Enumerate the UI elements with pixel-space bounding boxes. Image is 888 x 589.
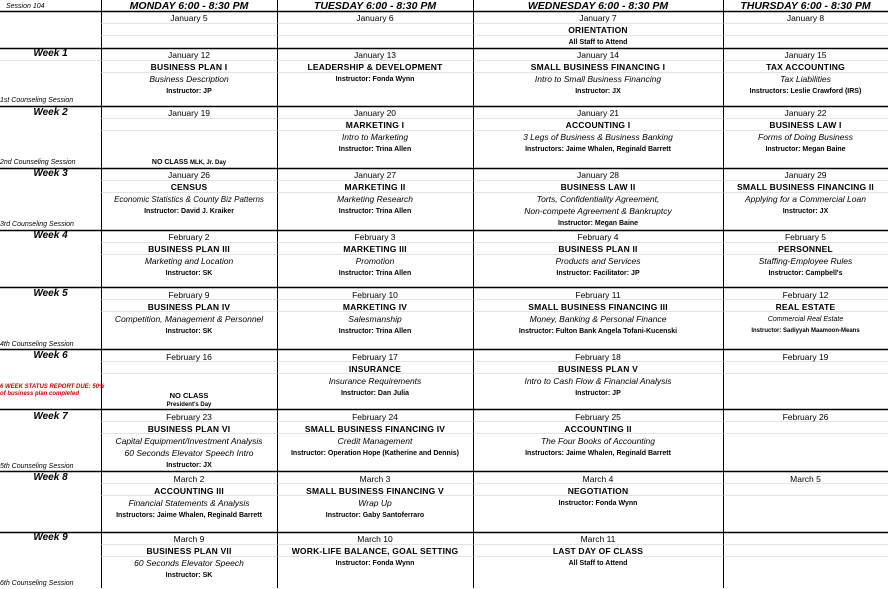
class-topic: 60 Seconds Elevator Speech Intro bbox=[124, 448, 254, 458]
class-topic: Marketing Research bbox=[336, 194, 414, 204]
week-label: Week 6 bbox=[33, 350, 68, 361]
instructor-text: Instructor: Gaby Santoferraro bbox=[325, 512, 425, 519]
header-tuesday: TUESDAY 6:00 - 8:30 PM bbox=[313, 0, 437, 12]
instructor-text: Instructor: Facilitator: JP bbox=[556, 270, 640, 277]
class-title: SMALL BUSINESS FINANCING V bbox=[306, 486, 444, 496]
class-title: BUSINESS PLAN I bbox=[150, 62, 228, 72]
instructor-text: Instructor: Trina Allen bbox=[338, 270, 412, 277]
date-cell: February 25 bbox=[575, 412, 621, 422]
class-topic: Commercial Real Estate bbox=[767, 316, 844, 323]
instructor-text: Instructor: JX bbox=[575, 88, 621, 95]
week-label: Week 2 bbox=[33, 107, 68, 118]
class-topic: Non-compete Agreement & Bankruptcy bbox=[524, 206, 672, 216]
no-class-text: NO CLASS bbox=[169, 391, 209, 400]
class-topic: Staffing-Employee Rules bbox=[758, 256, 853, 266]
class-topic: Intro to Cash Flow & Financial Analysis bbox=[524, 376, 672, 386]
instructor-text: Instructor: Trina Allen bbox=[338, 328, 412, 335]
instructor-text: All Staff to Attend bbox=[568, 39, 628, 46]
date-cell: January 28 bbox=[576, 170, 620, 180]
class-title: TAX ACCOUNTING bbox=[766, 62, 845, 72]
date-cell: February 19 bbox=[782, 352, 829, 362]
class-title: BUSINESS PLAN VII bbox=[146, 546, 232, 556]
date-cell: March 4 bbox=[582, 474, 614, 484]
date-cell: January 14 bbox=[576, 50, 620, 60]
date-cell: February 11 bbox=[575, 290, 621, 300]
class-title: ORIENTATION bbox=[568, 25, 628, 35]
date-cell: February 9 bbox=[168, 290, 210, 300]
date-cell: January 7 bbox=[579, 13, 617, 23]
instructor-text: Instructor: David J. Kraiker bbox=[144, 208, 234, 215]
class-title: ACCOUNTING II bbox=[564, 424, 632, 434]
holiday-note: President's Day bbox=[166, 402, 212, 408]
class-topic: Applying for a Commercial Loan bbox=[745, 194, 866, 204]
class-topic: Money, Banking & Personal Finance bbox=[529, 314, 667, 324]
class-topic: Economic Statistics & County Biz Patterns bbox=[114, 195, 264, 204]
instructor-text: Instructor: JP bbox=[575, 390, 621, 397]
class-topic: Capital Equipment/Investment Analysis bbox=[115, 436, 263, 446]
class-topic: Business Description bbox=[149, 74, 229, 84]
class-title: CENSUS bbox=[170, 182, 208, 192]
date-cell: January 29 bbox=[784, 170, 827, 180]
instructor-text: Instructor: Megan Baine bbox=[557, 220, 639, 227]
class-topic: 3 Legs of Business & Business Banking bbox=[523, 132, 673, 142]
header-monday: MONDAY 6:00 - 8:30 PM bbox=[129, 0, 249, 12]
counseling-session: 5th Counseling Session bbox=[0, 463, 74, 470]
no-class-text: NO CLASS bbox=[151, 159, 189, 166]
instructor-text: Instructors: Jaime Whalen, Reginald Barrett bbox=[525, 450, 671, 457]
instructor-text: Instructors: Jaime Whalen, Reginald Barrett bbox=[116, 512, 262, 519]
header-thursday: THURSDAY 6:00 - 8:30 PM bbox=[740, 0, 871, 12]
class-title: MARKETING IV bbox=[342, 302, 408, 312]
date-cell: March 5 bbox=[790, 474, 821, 484]
class-title: MARKETING I bbox=[345, 120, 405, 130]
date-cell: January 13 bbox=[353, 50, 397, 60]
class-topic: Marketing and Location bbox=[144, 256, 234, 266]
class-title: LAST DAY OF CLASS bbox=[552, 546, 644, 556]
instructor-text: Instructors: Leslie Crawford (IRS) bbox=[749, 88, 862, 95]
date-cell: February 10 bbox=[352, 290, 398, 300]
date-cell: January 8 bbox=[786, 13, 825, 23]
class-title: ACCOUNTING I bbox=[565, 120, 631, 130]
instructor-text: Instructor: Fonda Wynn bbox=[558, 500, 638, 507]
class-topic: Financial Statements & Analysis bbox=[128, 498, 250, 508]
class-topic: The Four Books of Accounting bbox=[540, 436, 656, 446]
class-title: BUSINESS PLAN II bbox=[558, 244, 638, 254]
date-cell: January 19 bbox=[167, 108, 211, 118]
instructor-text: Instructor: Megan Baine bbox=[765, 146, 846, 153]
instructor-text: All Staff to Attend bbox=[568, 560, 628, 567]
class-title: SMALL BUSINESS FINANCING IV bbox=[304, 424, 446, 434]
no-class-notice bbox=[101, 157, 277, 169]
session-label: Session 104 bbox=[6, 3, 45, 10]
date-cell: March 9 bbox=[173, 534, 205, 544]
date-cell: January 27 bbox=[353, 170, 397, 180]
date-cell: February 2 bbox=[168, 232, 210, 242]
date-cell: February 12 bbox=[782, 290, 829, 300]
week-label: Week 8 bbox=[33, 472, 68, 483]
date-cell: January 22 bbox=[784, 108, 827, 118]
instructor-text: Instructor: Trina Allen bbox=[338, 146, 412, 153]
class-title: ACCOUNTING III bbox=[154, 486, 224, 496]
class-title: BUSINESS LAW I bbox=[769, 120, 842, 130]
header-wednesday: WEDNESDAY 6:00 - 8:30 PM bbox=[527, 0, 669, 12]
class-topic: Competition, Management & Personnel bbox=[114, 314, 264, 324]
counseling-session: 1st Counseling Session bbox=[0, 97, 74, 104]
week-label: Week 4 bbox=[33, 230, 68, 241]
counseling-session: 6th Counseling Session bbox=[0, 580, 74, 587]
counseling-session: 3rd Counseling Session bbox=[0, 221, 74, 228]
instructor-text: Instructor: SK bbox=[165, 572, 213, 579]
instructor-text: Instructor: SK bbox=[165, 270, 213, 277]
date-cell: February 23 bbox=[166, 412, 212, 422]
date-cell: January 12 bbox=[167, 50, 211, 60]
class-topic: Insurance Requirements bbox=[328, 376, 422, 386]
instructor-text: Instructor: Fonda Wynn bbox=[335, 76, 415, 83]
week-label: Week 5 bbox=[33, 288, 68, 299]
date-cell: March 11 bbox=[580, 534, 616, 544]
class-topic: Salesmanship bbox=[348, 314, 402, 324]
date-cell: February 5 bbox=[784, 232, 827, 242]
date-cell: January 20 bbox=[353, 108, 397, 118]
date-cell: February 24 bbox=[352, 412, 398, 422]
instructor-text: Instructor: Fulton Bank Angela Tofani-Kucenski bbox=[518, 328, 678, 335]
date-cell: March 10 bbox=[357, 534, 393, 544]
class-topic: Torts, Confidentiality Agreement, bbox=[536, 194, 660, 204]
date-cell: January 21 bbox=[576, 108, 620, 118]
instructor-text: Instructor: JX bbox=[166, 462, 212, 469]
class-title: BUSINESS PLAN V bbox=[558, 364, 638, 374]
class-title: MARKETING III bbox=[343, 244, 407, 254]
class-title: PERSONNEL bbox=[778, 244, 833, 254]
class-title: BUSINESS PLAN VI bbox=[147, 424, 231, 434]
class-topic: Intro to Small Business Financing bbox=[534, 74, 662, 84]
class-title: NEGOTIATION bbox=[567, 486, 629, 496]
date-cell: February 18 bbox=[575, 352, 621, 362]
instructor-text: Instructor: JP bbox=[166, 88, 212, 95]
counseling-session: 2nd Counseling Session bbox=[0, 159, 76, 166]
class-title: BUSINESS LAW II bbox=[560, 182, 636, 192]
class-topic: Wrap Up bbox=[358, 498, 392, 508]
class-title: INSURANCE bbox=[348, 364, 402, 374]
date-cell: January 6 bbox=[356, 13, 394, 23]
instructor-text: Instructor: Dan Julia bbox=[340, 390, 410, 397]
date-cell: February 16 bbox=[166, 352, 212, 362]
class-title: WORK-LIFE BALANCE, GOAL SETTING bbox=[291, 546, 459, 556]
class-title: BUSINESS PLAN III bbox=[148, 244, 230, 254]
instructor-text: Instructor: SK bbox=[165, 328, 213, 335]
instructor-text: Instructor: Fonda Wynn bbox=[335, 560, 415, 567]
date-cell: January 5 bbox=[170, 13, 208, 23]
date-cell: March 2 bbox=[173, 474, 205, 484]
class-topic: Intro to Marketing bbox=[341, 132, 409, 142]
week-label: Week 3 bbox=[33, 168, 68, 179]
date-cell: January 15 bbox=[784, 50, 827, 60]
class-title: SMALL BUSINESS FINANCING III bbox=[528, 302, 668, 312]
class-title: REAL ESTATE bbox=[775, 302, 836, 312]
instructor-text: Instructor: Operation Hope (Katherine and Dennis) bbox=[290, 450, 459, 457]
date-cell: February 17 bbox=[352, 352, 398, 362]
week-label: Week 1 bbox=[33, 48, 68, 59]
class-title: BUSINESS PLAN IV bbox=[147, 302, 231, 312]
class-title: SMALL BUSINESS FINANCING I bbox=[530, 62, 666, 72]
date-cell: February 4 bbox=[577, 232, 619, 242]
class-topic: Credit Management bbox=[337, 436, 413, 446]
class-title: SMALL BUSINESS FINANCING II bbox=[736, 182, 874, 192]
counseling-session: 4th Counseling Session bbox=[0, 341, 74, 348]
instructor-text: Instructor: Trina Allen bbox=[338, 208, 412, 215]
date-cell: February 3 bbox=[354, 232, 396, 242]
date-cell: January 26 bbox=[167, 170, 211, 180]
date-cell: March 3 bbox=[359, 474, 391, 484]
holiday-note: MLK, Jr. Day bbox=[190, 160, 227, 166]
week-label: Week 9 bbox=[33, 532, 68, 543]
instructor-text: Instructor: Campbell's bbox=[768, 270, 843, 277]
instructor-text: Instructors: Jaime Whalen, Reginald Barrett bbox=[525, 146, 671, 153]
class-topic: Tax Liabilities bbox=[780, 74, 831, 84]
class-topic: Forms of Doing Business bbox=[758, 132, 853, 142]
class-title: LEADERSHIP & DEVELOPMENT bbox=[307, 62, 443, 72]
instructor-text: Instructor: JX bbox=[782, 208, 829, 215]
class-topic: Promotion bbox=[355, 256, 395, 266]
status-report-note: 6 WEEK STATUS REPORT DUE: 50% of business plan completed bbox=[0, 384, 105, 397]
week-label: Week 7 bbox=[33, 411, 68, 422]
class-topic: 60 Seconds Elevator Speech bbox=[134, 558, 244, 568]
class-title: MARKETING II bbox=[344, 182, 406, 192]
class-topic: Products and Services bbox=[555, 256, 641, 266]
instructor-text: Instructor: Sadiyyah Maamoon-Means bbox=[751, 328, 860, 334]
date-cell: February 26 bbox=[782, 412, 829, 422]
